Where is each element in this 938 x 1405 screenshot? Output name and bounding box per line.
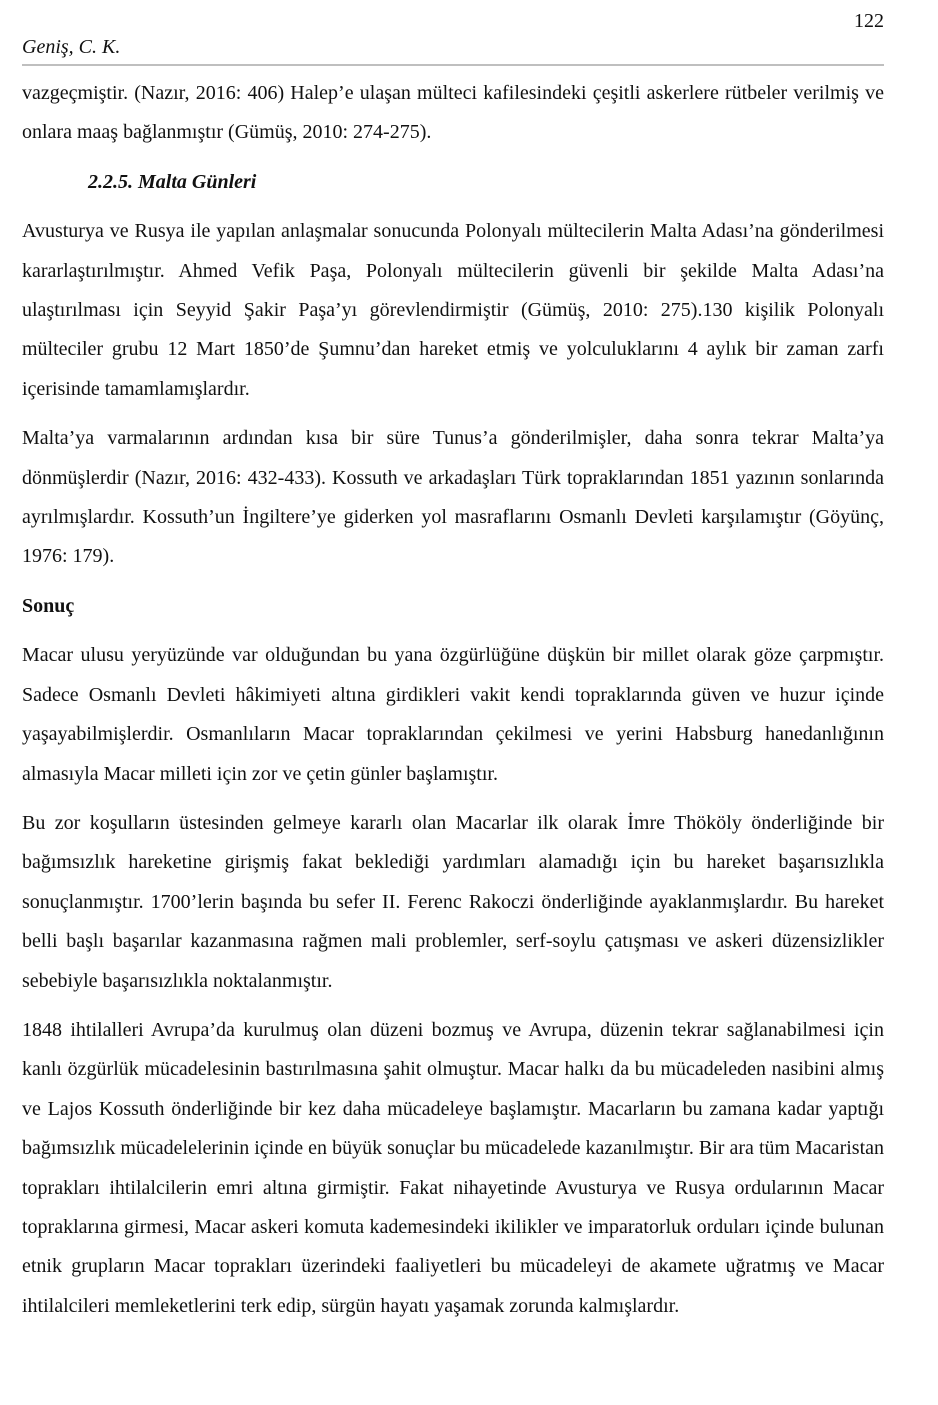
document-body [22,66,884,1326]
document-page [22,0,884,1336]
running-head-author: Geniş, C. K. [22,36,121,58]
paragraph: Macar ulusu yeryüzünde var olduğundan bu yana özgürlüğüne düşkün bir millet olarak göze çarpmıştır. Sadece Osmanlı Devleti hâkimiyeti altına girdikleri vakit kendi topraklarında güven ve huzur içinde yaşayabilmişlerdir. Osmanlıların Macar topraklarından çekilmesi ve yerini Habsburg hanedanlığının almasıyla Macar milleti için zor ve çetin günler başlamıştır. [22,644,884,785]
page-header [22,0,884,66]
paragraph: vazgeçmiştir. (Nazır, 2016: 406) Halep’e ulaşan mülteci kafilesindeki çeşitli askerlere rütbeler verilmiş ve onlara maaş bağlanmıştır (Gümüş, 2010: 274-275). [22,82,884,144]
subsection-heading: 2.2.5. Malta Günleri [88,170,257,193]
page-number: 122 [854,10,884,32]
section-heading: Sonuç [22,594,75,617]
paragraph: Bu zor koşulların üstesinden gelmeye kararlı olan Macarlar ilk olarak İmre Thököly önderliğinde bir bağımsızlık hareketine girişmiş fakat beklediği yardımları alamadığı için bu hareket başarısızlıkla sonuçlanmıştır. 1700’lerin başında bu sefer II. Ferenc Rakoczi önderliğinde ayaklanmışlardır. Bu hareket belli başlı başarılar kazanmasına rağmen mali problemler, serf-soylu çatışması ve askeri düzensizlikler sebebiyle başarısızlıkla noktalanmıştır. [22,811,884,992]
paragraph: Malta’ya varmalarının ardından kısa bir süre Tunus’a gönderilmişler, daha sonra tekrar Malta’ya dönmüşlerdir (Nazır, 2016: 432-433). Kossuth ve arkadaşları Türk topraklarından 1851 yazının sonlarında ayrılmışlardır. Kossuth’un İngiltere’ye giderken yol masraflarını Osmanlı Devleti karşılamıştır (Göyünç, 1976: 179). [22,427,884,568]
paragraph: Avusturya ve Rusya ile yapılan anlaşmalar sonucunda Polonyalı mültecilerin Malta Adası’na gönderilmesi kararlaştırılmıştır. Ahmed Vefik Paşa, Polonyalı mültecilerin güvenli bir şekilde Malta Adası’na ulaştırılması için Seyyid Şakir Paşa’yı görevlendirmiştir (Gümüş, 2010: 275).130 kişilik Polonyalı mülteciler grubu 12 Mart 1850’de Şumnu’dan hareket etmiş ve yolculuklarını 4 aylık bir zaman zarfı içerisinde tamamlamışlardır. [22,220,884,400]
paragraph: 1848 ihtilalleri Avrupa’da kurulmuş olan düzeni bozmuş ve Avrupa, düzenin tekrar sağlanabilmesi için kanlı özgürlük mücadelesinin bastırılmasına şahit olmuştur. Macar halkı da bu mücadeleden nasibini almış ve Lajos Kossuth önderliğinde bir kez daha mücadeleye başlamıştır. Macarların bu zamana kadar yaptığı bağımsızlık mücadelelerinin içinde en büyük sonuçlar bu mücadelede kazanılmıştır. Bir ara tüm Macaristan toprakları ihtilalcilerin emri altına girmiştir. Fakat nihayetinde Avusturya ve Rusya ordularının Macar topraklarına girmesi, Macar askeri komuta kademesindeki ikilikler ve imparatorluk orduları içinde bulunan etnik grupların Macar toprakları üzerindeki faaliyetleri bu mücadeleyi de akamete uğratmış ve Macar ihtilalcileri memleketlerini terk edip, sürgün hayatı yaşamak zorunda kalmışlardır. [22,1018,884,1317]
